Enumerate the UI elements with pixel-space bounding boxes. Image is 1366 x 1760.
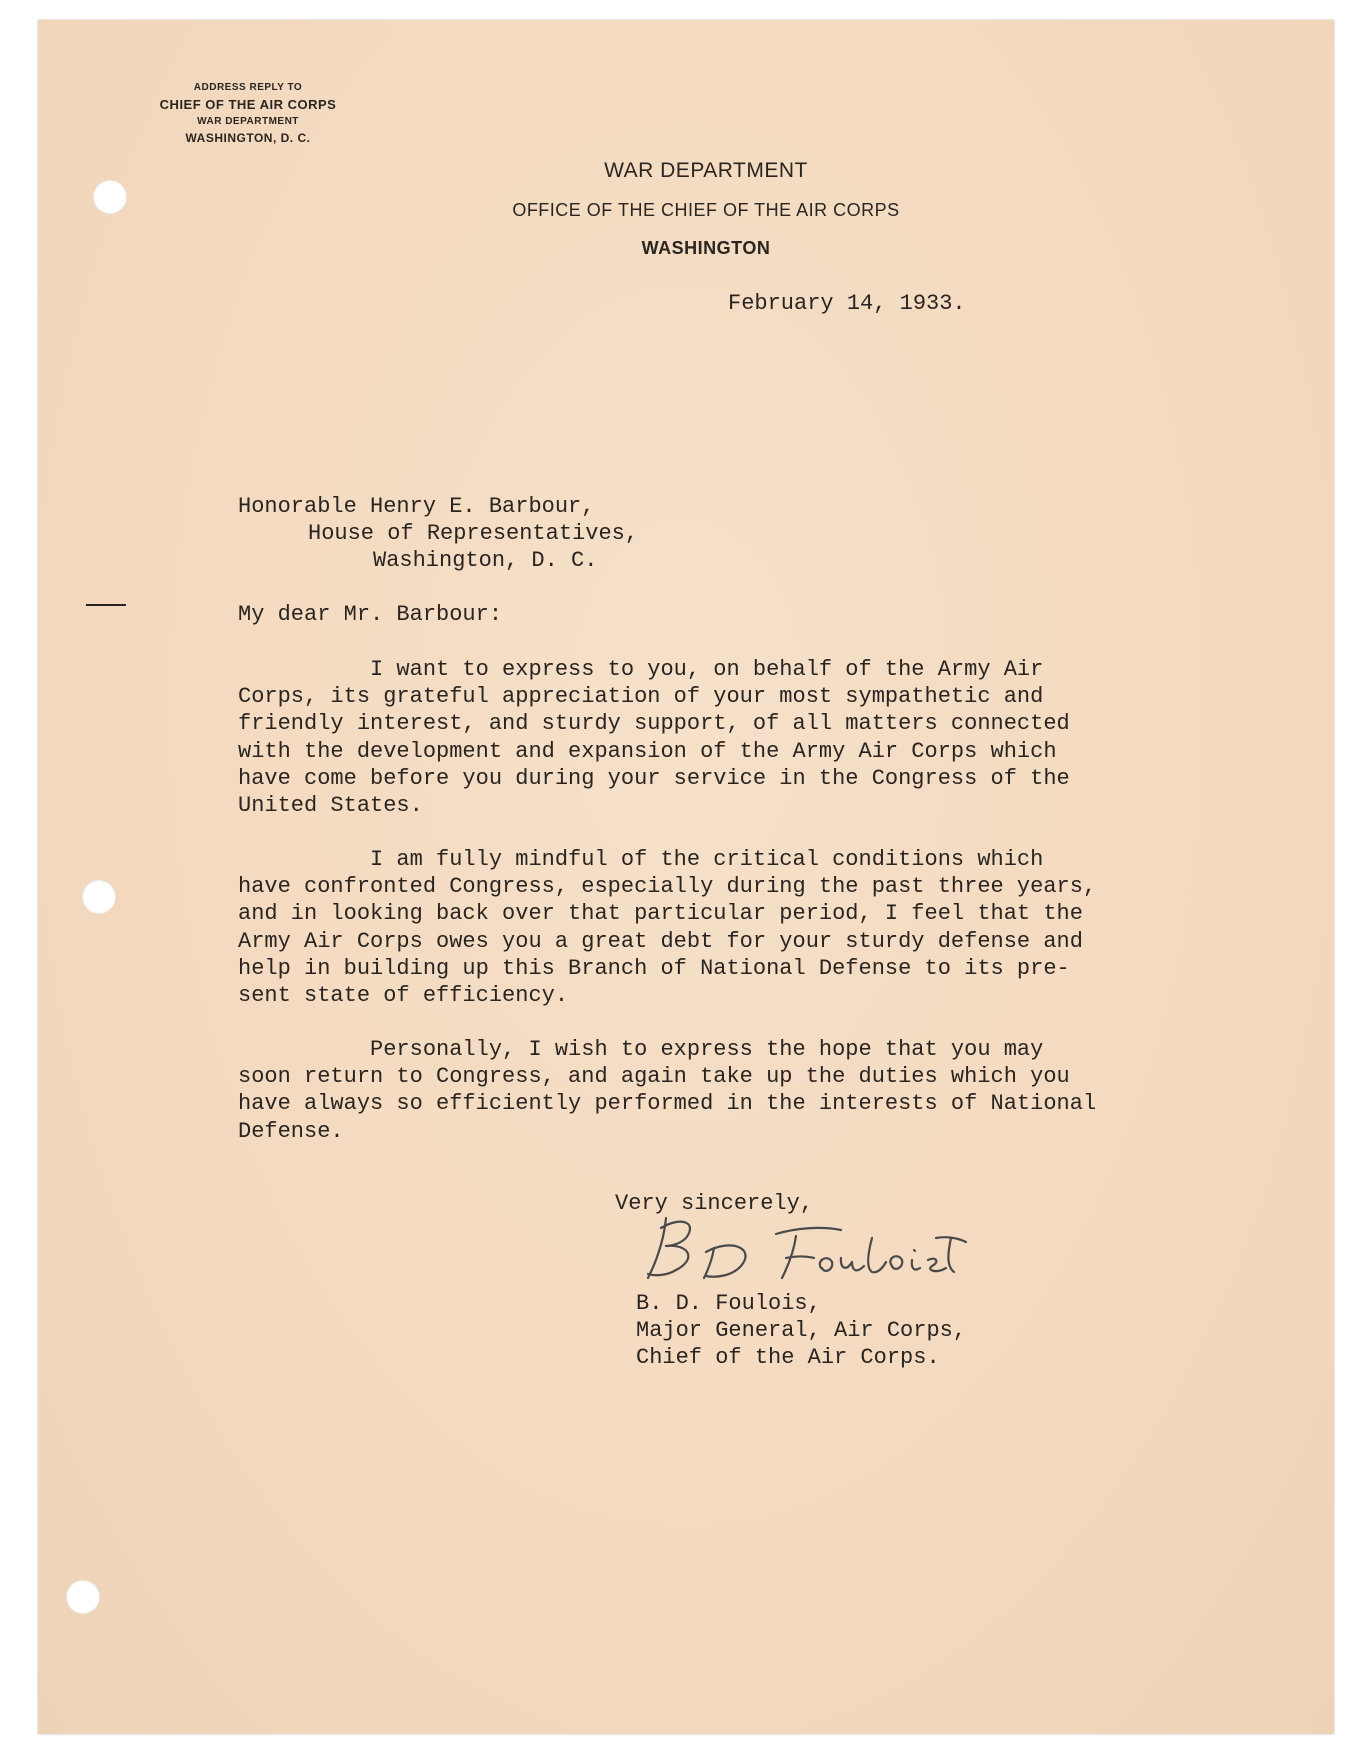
punch-hole-bottom bbox=[66, 1580, 100, 1614]
paragraph-line: Personally, I wish to express the hope that you may bbox=[238, 1037, 1044, 1062]
letter-date: February 14, 1933. bbox=[728, 291, 966, 316]
paragraph-1 bbox=[238, 656, 1070, 819]
paragraph-line: have come before you during your service in the Congress of the bbox=[238, 765, 1070, 791]
reply-label: ADDRESS REPLY TO bbox=[193, 82, 303, 93]
letterhead-department: WAR DEPARTMENT bbox=[604, 159, 808, 182]
salutation: My dear Mr. Barbour: bbox=[238, 602, 503, 627]
signer-title: Chief of the Air Corps. bbox=[636, 1345, 940, 1370]
paragraph-line: sent state of efficiency. bbox=[238, 983, 569, 1009]
paragraph-2 bbox=[238, 846, 1097, 1009]
signer-name: B. D. Foulois, bbox=[636, 1291, 821, 1316]
letterhead-city: WASHINGTON bbox=[641, 238, 771, 258]
paragraph-line: Army Air Corps owes you a great debt for your sturdy defense and bbox=[238, 928, 1083, 954]
paragraph-line: help in building up this Branch of National Defense to its pre- bbox=[238, 955, 1070, 981]
paragraph-line: United States. bbox=[238, 793, 423, 819]
paragraph-3 bbox=[238, 1036, 1097, 1145]
reply-office: CHIEF OF THE AIR CORPS bbox=[159, 97, 337, 112]
reply-department: WAR DEPARTMENT bbox=[197, 116, 299, 127]
reply-address-block bbox=[133, 80, 363, 148]
recipient-city: Washington, D. C. bbox=[373, 548, 598, 573]
paragraph-line: I am fully mindful of the critical conditions which bbox=[238, 847, 1044, 872]
paragraph-line: have confronted Congress, especially during the past three years, bbox=[238, 874, 1097, 900]
paragraph-line: have always so efficiently performed in the interests of National bbox=[238, 1091, 1097, 1117]
recipient-office: House of Representatives, bbox=[308, 521, 639, 546]
paragraph-line: with the development and expansion of the Army Air Corps which bbox=[238, 738, 1057, 764]
reply-city: WASHINGTON, D. C. bbox=[185, 131, 311, 145]
paragraph-line: soon return to Congress, and again take up the duties which you bbox=[238, 1064, 1070, 1090]
paragraph-line: I want to express to you, on behalf of the Army Air bbox=[238, 657, 1044, 682]
letterhead-office: OFFICE OF THE CHIEF OF THE AIR CORPS bbox=[512, 200, 900, 220]
closing: Very sincerely, bbox=[615, 1191, 814, 1216]
recipient-name: Honorable Henry E. Barbour, bbox=[238, 494, 595, 519]
margin-mark bbox=[86, 604, 126, 606]
punch-hole-middle bbox=[82, 880, 116, 914]
paragraph-line: Defense. bbox=[238, 1118, 344, 1144]
signer-rank: Major General, Air Corps, bbox=[636, 1318, 967, 1343]
paragraph-line: Corps, its grateful appreciation of your most sympathetic and bbox=[238, 684, 1044, 710]
letter-page bbox=[38, 20, 1334, 1734]
paragraph-line: and in looking back over that particular period, I feel that the bbox=[238, 901, 1083, 927]
signature-image bbox=[636, 1208, 1016, 1288]
paragraph-line: friendly interest, and sturdy support, of all matters connected bbox=[238, 711, 1070, 737]
